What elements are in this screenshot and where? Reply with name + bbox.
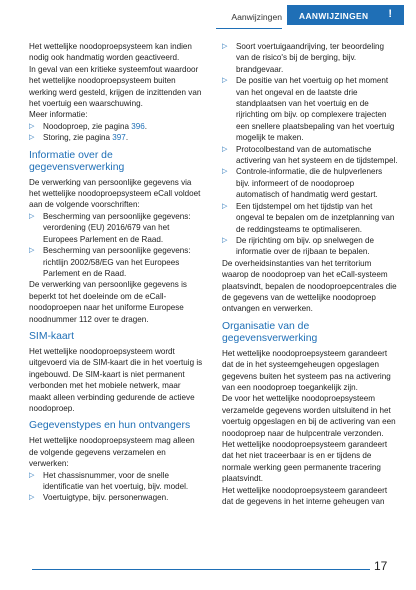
heading-organisation: Organisatie van de gegevensverwerking (222, 320, 318, 344)
list-item: ▷ De positie van het voertuig op het moment van het ongeval en de laatste drie standplaatsen van het voertuig en de rijrichting om bijv. op complexere trajecten een snellere plaatsbepaling van het voertuig mogelijk te maken. (222, 76, 395, 143)
arrow-icon: ▷ (222, 145, 228, 153)
list-item: ▷ Voertuigtype, bijv. personenwagen. (29, 493, 169, 503)
paragraph: De overheidsinstanties van het territorium waarop de noodoproep van het eCall-systeem plaatsvindt, bepalen de noodoproepcentrales die de gegevens van de wettelijke noodoproep ontvangen en verwerken. (222, 258, 397, 314)
section-title: Aanwijzingen (231, 12, 282, 22)
list-item: ▷ Bescherming van persoonlijke gegevens: verordening (EU) 2016/679 van het Europees Parlement en de Raad. (29, 211, 191, 244)
list-item: ▷ Een tijdstempel om het tijdstip van het ongeval te bepalen om de inzetplanning van de reddingsteams te optimaliseren. (222, 201, 395, 234)
page-number: 17 (374, 559, 388, 573)
paragraph: Het wettelijke noodoproepsysteem mag alleen de volgende gegevens verzamelen en verwerken: (29, 436, 195, 469)
paragraph: De verwerking van persoonlijke gegevens is beperkt tot het doeleinde om de eCall-noodoproepen naar het uniforme Europese noodnummer 112 over te dragen. (29, 280, 187, 324)
paragraph: Het wettelijke noodoproepsysteem garandeert dat het niet traceerbaar is en er tijdens de normale werking geen permanente tracering plaatsvindt. (222, 440, 388, 484)
paragraph: Het wettelijke noodoproepsysteem kan indien nodig ook handmatig worden geactiveerd. (29, 42, 192, 63)
arrow-icon: ▷ (29, 471, 35, 479)
paragraph: De voor het wettelijke noodoproepsysteem verzamelde gegevens worden uitsluitend in het voertuig opgeslagen en bij de activering van een noodoproep naar de hulpcentrale verzonden. (222, 394, 396, 438)
heading-processing: Informatie over de gegevensverwerking (29, 149, 125, 173)
arrow-icon: ▷ (29, 247, 35, 255)
arrow-icon: ▷ (29, 122, 35, 130)
page-link[interactable]: 396 (131, 121, 145, 131)
paragraph: Het wettelijke noodoproepsysteem wordt uitgevoerd via de SIM-kaart die in het voertuig is ingebouwd. De SIM-kaart is niet permanent verbonden met het mobiele netwerk, maar maakt alleen verbinding gedurende de actieve noodoproep. (29, 346, 203, 413)
paragraph: De verwerking van persoonlijke gegevens via het wettelijke noodoproepsysteem eCall voldoet aan de volgende voorschriften: (29, 177, 201, 210)
header-rule (216, 28, 282, 29)
arrow-icon: ▷ (29, 134, 35, 142)
chapter-tab (287, 5, 404, 25)
paragraph: In geval van een kritieke systeemfout waardoor het wettelijke noodoproepsysteem buiten werking werd gesteld, krijgen de inzittenden van het voertuig een waarschuwing. (29, 64, 202, 109)
arrow-icon: ▷ (222, 236, 228, 244)
arrow-icon: ▷ (222, 168, 228, 176)
list-item: ▷ Controle-informatie, die de hulpverleners bijv. informeert of de noodoproep automatisch of handmatig werd gestart. (222, 167, 383, 200)
arrow-icon: ▷ (29, 212, 35, 220)
list-item: ▷ Noodoproep, zie pagina 396. (29, 121, 147, 131)
arrow-icon: ▷ (222, 77, 228, 85)
list-item: ▷ Het chassisnummer, voor de snelle identificatie van het voertuig, bijv. model. (29, 470, 189, 491)
exclamation-icon: ! (388, 8, 392, 20)
list-item: ▷ De rijrichting om bijv. op snelwegen de informatie over de rijbaan te bepalen. (222, 235, 374, 257)
list-item: ▷ Soort voertuigaandrijving, ter beoordeling van de risico's bij de berging, bijv. brandgevaar. (222, 42, 385, 74)
heading-sim: SIM-kaart (29, 330, 75, 342)
arrow-icon: ▷ (29, 494, 35, 502)
paragraph: Het wettelijke noodoproepsysteem garandeert dat de gegevens in het interne geheugen van (222, 485, 388, 507)
list-item: ▷ Storing, zie pagina 397. (29, 133, 129, 143)
footer-rule (32, 569, 370, 570)
left-column (29, 41, 204, 504)
arrow-icon: ▷ (222, 202, 228, 210)
arrow-icon: ▷ (222, 43, 228, 50)
right-column (222, 41, 398, 507)
paragraph: Meer informatie: (29, 110, 88, 120)
chapter-title: AANWIJZINGEN (299, 11, 369, 21)
page-link[interactable]: 397 (112, 133, 126, 143)
paragraph: Het wettelijke noodoproepsysteem garandeert dat de in het systeemgeheugen opgeslagen gegevens buiten het systeem pas na activering van een noodoproep toegankelijk zijn. (222, 348, 391, 392)
list-item: ▷ Bescherming van persoonlijke gegevens: richtlijn 2002/58/EG van het Europees Parlement en de Raad. (29, 246, 191, 278)
list-item: ▷ Protocolbestand van de automatische activering van het systeem en de tijdstempel. (222, 144, 398, 166)
heading-types: Gegevenstypes en hun ontvangers (29, 420, 191, 432)
